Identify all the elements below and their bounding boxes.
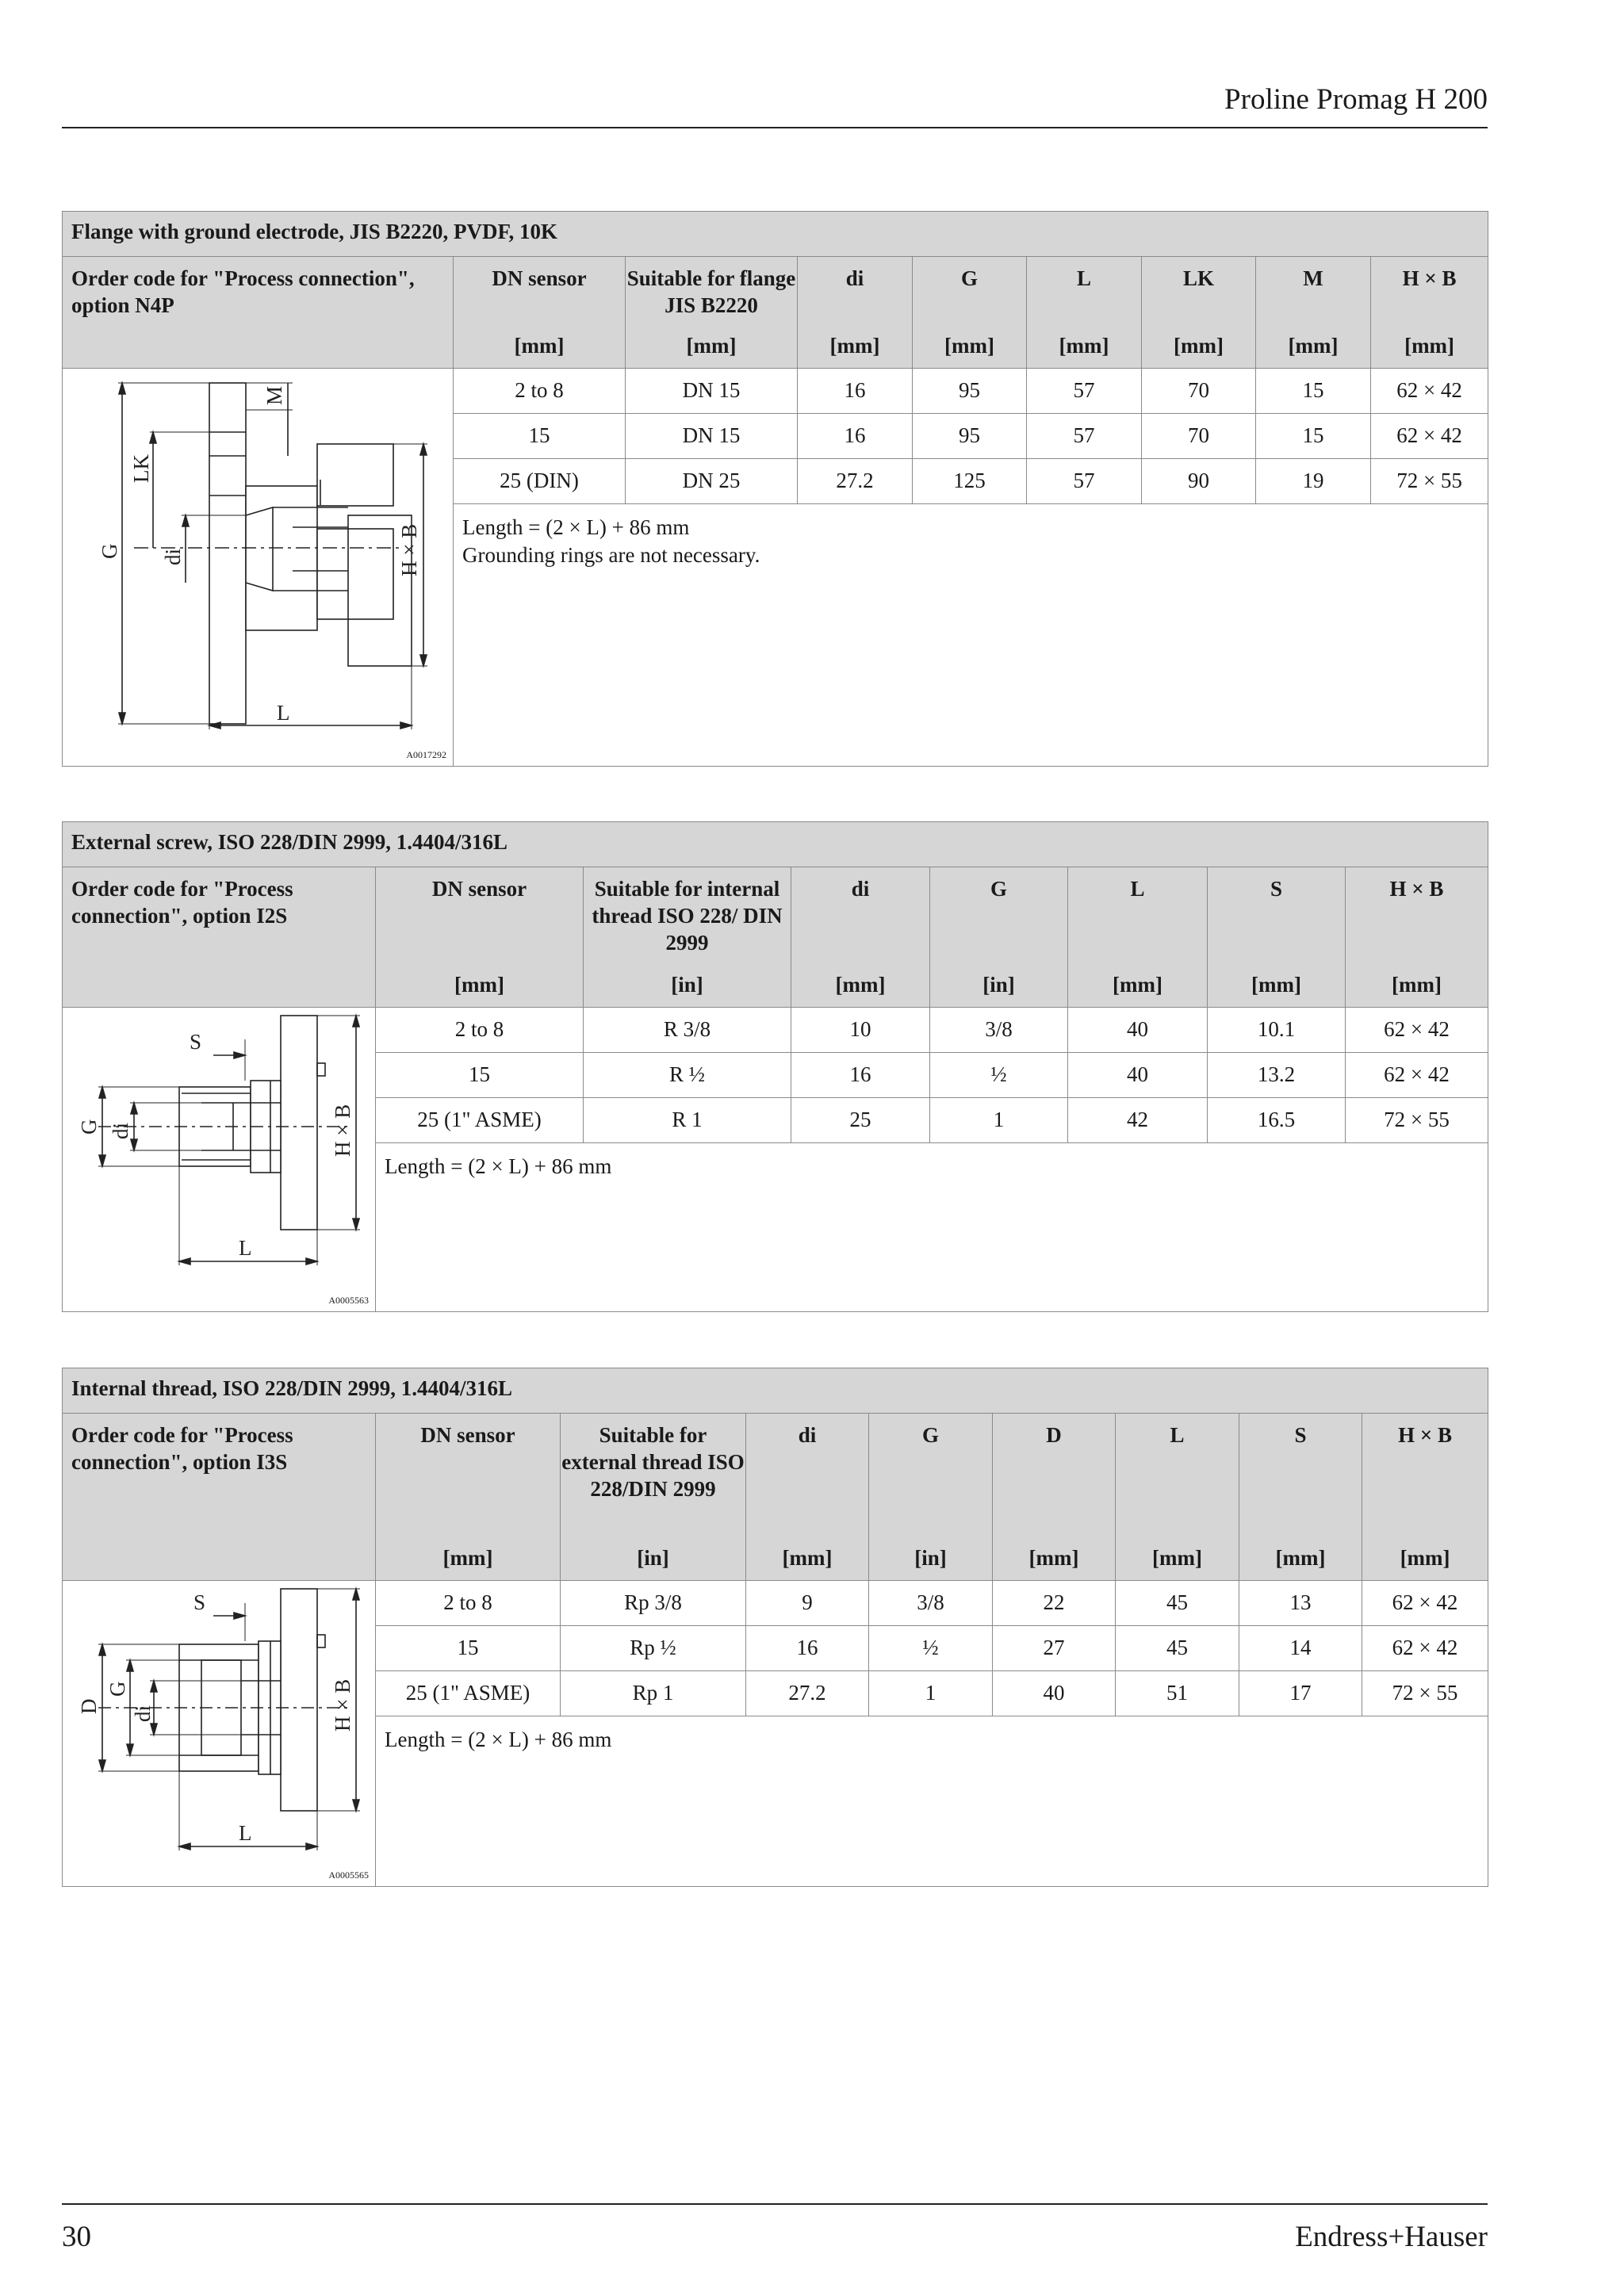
table-cell: 25 <box>791 1097 930 1142</box>
table-cell: ½ <box>869 1625 993 1670</box>
unit-cell: [mm] <box>626 325 798 369</box>
label-hxb: H × B <box>397 523 421 576</box>
column-header: di <box>791 867 930 964</box>
unit-cell: [mm] <box>1208 964 1346 1008</box>
table-cell: 45 <box>1116 1580 1239 1625</box>
table-cell: 1 <box>869 1670 993 1716</box>
footer-rule <box>62 2203 1488 2205</box>
table-cell: 2 to 8 <box>376 1007 584 1052</box>
unit-cell: [mm] <box>913 325 1027 369</box>
column-header: G <box>930 867 1068 964</box>
label-l: L <box>239 1235 252 1260</box>
table-cell: 25 (1" ASME) <box>376 1670 561 1716</box>
note-length: Length = (2 × L) + 86 mm <box>385 1154 612 1178</box>
table-cell: 19 <box>1256 458 1371 503</box>
table-cell: 40 <box>993 1670 1116 1716</box>
table-cell: 14 <box>1239 1625 1362 1670</box>
table-row <box>63 368 1488 413</box>
table-cell: DN 15 <box>626 368 798 413</box>
unit-cell: [in] <box>930 964 1068 1008</box>
table-cell: R 1 <box>584 1097 791 1142</box>
unit-cell: [mm] <box>1027 325 1142 369</box>
table-notes <box>376 1142 1488 1311</box>
table-cell: 95 <box>913 368 1027 413</box>
table-cell: 25 (1" ASME) <box>376 1097 584 1142</box>
column-header: Suitable for internal thread ISO 228/ DIN 2999 <box>584 867 791 964</box>
table-cell: 2 to 8 <box>376 1580 561 1625</box>
label-s: S <box>193 1590 206 1614</box>
table-cell: Rp ½ <box>561 1625 746 1670</box>
column-header: G <box>913 257 1027 325</box>
unit-cell: [mm] <box>791 964 930 1008</box>
column-header: DN sensor <box>454 257 626 325</box>
table-row <box>63 1580 1488 1625</box>
table-cell: 62 × 42 <box>1346 1052 1488 1097</box>
table-cell: 16 <box>746 1625 869 1670</box>
table-title: Internal thread, ISO 228/DIN 2999, 1.4404/316L <box>63 1368 1488 1414</box>
table-cell: 51 <box>1116 1670 1239 1716</box>
table-cell: 70 <box>1142 368 1256 413</box>
unit-cell: [mm] <box>376 964 584 1008</box>
table-cell: R 3/8 <box>584 1007 791 1052</box>
unit-cell: [in] <box>869 1537 993 1581</box>
unit-cell: [mm] <box>1116 1537 1239 1581</box>
column-header: L <box>1068 867 1208 964</box>
label-m: M <box>262 385 286 405</box>
column-header: LK <box>1142 257 1256 325</box>
figure-code: A0005565 <box>328 1869 369 1881</box>
unit-cell: [mm] <box>1362 1537 1488 1581</box>
unit-cell <box>63 1537 376 1581</box>
figure-code: A0017292 <box>406 748 446 760</box>
unit-cell: [mm] <box>746 1537 869 1581</box>
unit-cell: [mm] <box>798 325 913 369</box>
table-cell: 27.2 <box>746 1670 869 1716</box>
unit-cell: [mm] <box>454 325 626 369</box>
table-cell: 62 × 42 <box>1362 1625 1488 1670</box>
column-header: H × B <box>1362 1414 1488 1537</box>
table-cell: 72 × 55 <box>1346 1097 1488 1142</box>
table-external-screw <box>62 821 1488 1312</box>
label-s: S <box>190 1029 202 1054</box>
table-title: External screw, ISO 228/DIN 2999, 1.4404/316L <box>63 822 1488 867</box>
column-header: Order code for "Process connection", option I2S <box>63 867 376 964</box>
table-cell: Rp 3/8 <box>561 1580 746 1625</box>
column-header: D <box>993 1414 1116 1537</box>
label-di: di <box>161 548 185 565</box>
table-cell: 13.2 <box>1208 1052 1346 1097</box>
unit-cell: [mm] <box>1256 325 1371 369</box>
note-grounding: Grounding rings are not necessary. <box>462 542 760 567</box>
table-cell: ½ <box>930 1052 1068 1097</box>
table-cell: 57 <box>1027 413 1142 458</box>
column-header: L <box>1027 257 1142 325</box>
table-cell: 45 <box>1116 1625 1239 1670</box>
table-internal-thread <box>62 1368 1488 1887</box>
column-header: DN sensor <box>376 1414 561 1537</box>
table-cell: 15 <box>376 1052 584 1097</box>
column-header: Order code for "Process connection", option I3S <box>63 1414 376 1537</box>
label-hxb: H × B <box>331 1104 354 1157</box>
column-header: H × B <box>1346 867 1488 964</box>
unit-cell: [mm] <box>1239 1537 1362 1581</box>
label-d: D <box>77 1698 101 1714</box>
label-g: G <box>98 543 121 559</box>
table-cell: Rp 1 <box>561 1670 746 1716</box>
table-cell: 72 × 55 <box>1371 458 1488 503</box>
column-header: L <box>1116 1414 1239 1537</box>
table-cell: 1 <box>930 1097 1068 1142</box>
table-notes <box>376 1716 1488 1886</box>
column-header: S <box>1239 1414 1362 1537</box>
unit-cell <box>63 325 454 369</box>
column-header: S <box>1208 867 1346 964</box>
table-cell: 15 <box>376 1625 561 1670</box>
table-cell: 57 <box>1027 368 1142 413</box>
table-cell: 62 × 42 <box>1346 1007 1488 1052</box>
table-flange-jis <box>62 211 1488 767</box>
label-l: L <box>239 1820 252 1845</box>
table-cell: 15 <box>1256 413 1371 458</box>
header-rule <box>62 127 1488 128</box>
table-cell: 13 <box>1239 1580 1362 1625</box>
table-cell: 72 × 55 <box>1362 1670 1488 1716</box>
table-cell: 22 <box>993 1580 1116 1625</box>
dimension-drawing <box>63 368 454 766</box>
note-length: Length = (2 × L) + 86 mm <box>385 1727 612 1751</box>
table-cell: 9 <box>746 1580 869 1625</box>
table-cell: 70 <box>1142 413 1256 458</box>
note-length: Length = (2 × L) + 86 mm <box>462 515 690 539</box>
table-cell: 17 <box>1239 1670 1362 1716</box>
table-title: Flange with ground electrode, JIS B2220, PVDF, 10K <box>63 212 1488 257</box>
table-cell: DN 25 <box>626 458 798 503</box>
unit-cell: [mm] <box>1142 325 1256 369</box>
page-number: 30 <box>62 2221 91 2253</box>
table-cell: DN 15 <box>626 413 798 458</box>
table-cell: 2 to 8 <box>454 368 626 413</box>
table-cell: 125 <box>913 458 1027 503</box>
dimension-drawing <box>63 1580 376 1886</box>
table-cell: 16.5 <box>1208 1097 1346 1142</box>
flange-drawing <box>63 369 454 763</box>
label-g: G <box>77 1119 101 1135</box>
table-row <box>63 1007 1488 1052</box>
table-cell: 40 <box>1068 1052 1208 1097</box>
table-cell: 95 <box>913 413 1027 458</box>
unit-cell: [in] <box>561 1537 746 1581</box>
label-hxb: H × B <box>331 1678 354 1732</box>
table-notes <box>454 503 1488 766</box>
column-header: M <box>1256 257 1371 325</box>
table-cell: 15 <box>454 413 626 458</box>
table-cell: 40 <box>1068 1007 1208 1052</box>
footer-brand: Endress+Hauser <box>1295 2221 1488 2253</box>
label-di: di <box>109 1122 132 1139</box>
table-cell: 3/8 <box>930 1007 1068 1052</box>
unit-cell: [in] <box>584 964 791 1008</box>
dimension-drawing <box>63 1007 376 1311</box>
table-cell: 27.2 <box>798 458 913 503</box>
table-cell: 15 <box>1256 368 1371 413</box>
column-header: Order code for "Process connection", option N4P <box>63 257 454 325</box>
unit-cell: [mm] <box>1068 964 1208 1008</box>
unit-cell: [mm] <box>993 1537 1116 1581</box>
table-cell: 16 <box>798 368 913 413</box>
column-header: di <box>746 1414 869 1537</box>
table-cell: 10.1 <box>1208 1007 1346 1052</box>
unit-cell: [mm] <box>1346 964 1488 1008</box>
table-cell: 27 <box>993 1625 1116 1670</box>
table-cell: 90 <box>1142 458 1256 503</box>
unit-cell: [mm] <box>1371 325 1488 369</box>
unit-cell: [mm] <box>376 1537 561 1581</box>
table-cell: 10 <box>791 1007 930 1052</box>
table-cell: 3/8 <box>869 1580 993 1625</box>
table-cell: 16 <box>798 413 913 458</box>
label-lk: LK <box>129 453 153 483</box>
label-g: G <box>105 1681 129 1697</box>
figure-code: A0005563 <box>328 1294 369 1306</box>
table-cell: 62 × 42 <box>1371 368 1488 413</box>
table-cell: R ½ <box>584 1052 791 1097</box>
table-cell: 62 × 42 <box>1371 413 1488 458</box>
page-header-title: Proline Promag H 200 <box>1224 83 1488 116</box>
internal-thread-drawing <box>63 1581 376 1882</box>
label-l: L <box>277 700 290 725</box>
table-cell: 42 <box>1068 1097 1208 1142</box>
column-header: Suitable for external thread ISO 228/DIN 2999 <box>561 1414 746 1537</box>
label-di: di <box>131 1705 155 1722</box>
unit-cell <box>63 964 376 1008</box>
table-cell: 62 × 42 <box>1362 1580 1488 1625</box>
column-header: G <box>869 1414 993 1537</box>
table-cell: 25 (DIN) <box>454 458 626 503</box>
column-header: DN sensor <box>376 867 584 964</box>
external-screw-drawing <box>63 1008 376 1309</box>
column-header: di <box>798 257 913 325</box>
table-cell: 16 <box>791 1052 930 1097</box>
table-cell: 57 <box>1027 458 1142 503</box>
column-header: Suitable for flange JIS B2220 <box>626 257 798 325</box>
column-header: H × B <box>1371 257 1488 325</box>
